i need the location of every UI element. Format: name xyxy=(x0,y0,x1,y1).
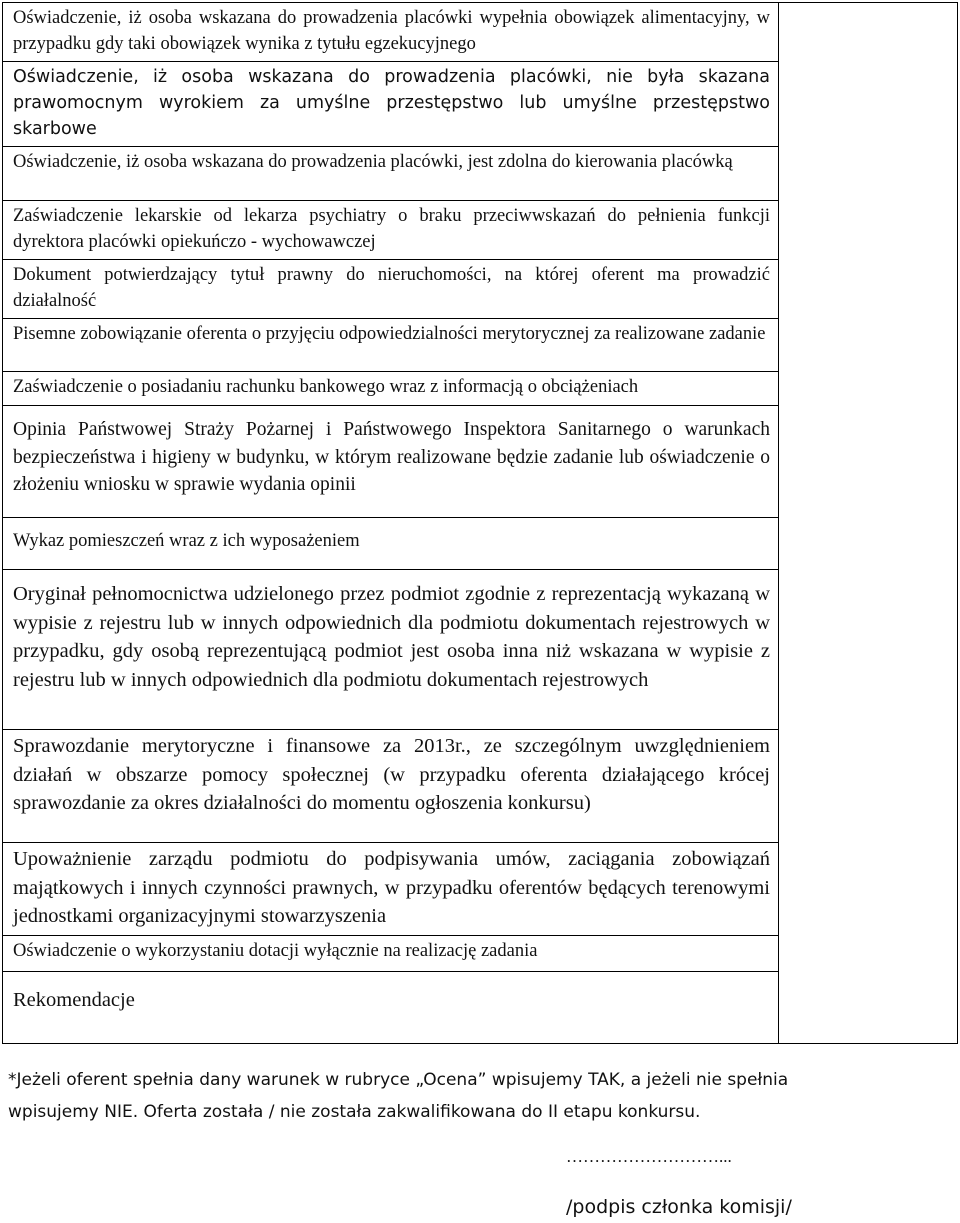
signature-label: /podpis członka komisji/ xyxy=(566,1196,792,1218)
footnote-line: wpisujemy NIE. Oferta została / nie została zakwalifikowana do II etapu konkursu. xyxy=(8,1102,701,1122)
criterion-cell: Zaświadczenie o posiadaniu rachunku bankowego wraz z informacją o obciążeniach xyxy=(3,372,779,406)
signature-dots: ………………………... xyxy=(566,1147,732,1166)
criterion-cell: Oryginał pełnomocnictwa udzielonego przez podmiot zgodnie z reprezentacją wykazaną w wypisie z rejestru lub w innych odpowiednich dla podmiotu dokumentach rejestrowych w przypadku, gdy osobą reprezentującą podmiot jest osoba inna niż wskazana w wypisie z rejestru lub w innych odpowiednich dla podmiotu dokumentach rejestrowych xyxy=(3,570,779,730)
criterion-cell: Wykaz pomieszczeń wraz z ich wyposażeniem xyxy=(3,518,779,570)
footnote-line: *Jeżeli oferent spełnia dany warunek w rubryce „Ocena” wpisujemy TAK, a jeżeli nie spełnia xyxy=(8,1070,789,1090)
criterion-cell: Oświadczenie, iż osoba wskazana do prowadzenia placówki, jest zdolna do kierowania placówką xyxy=(3,147,779,201)
criterion-cell: Oświadczenie, iż osoba wskazana do prowadzenia placówki, nie była skazana prawomocnym wyrokiem za umyślne przestępstwo lub umyślne przestępstwo skarbowe xyxy=(3,62,779,147)
criterion-cell: Rekomendacje xyxy=(3,971,779,1043)
criterion-cell: Oświadczenie o wykorzystaniu dotacji wyłącznie na realizację zadania xyxy=(3,935,779,971)
assessment-cell xyxy=(779,3,958,1044)
criterion-cell: Upoważnienie zarządu podmiotu do podpisywania umów, zaciągania zobowiązań majątkowych i innych czynności prawnych, w przypadku oferentów będących terenowymi jednostkami organizacyjnymi stowarzyszenia xyxy=(3,843,779,936)
criteria-table xyxy=(2,2,958,1044)
footnote xyxy=(8,1064,928,1128)
table-row xyxy=(3,3,958,62)
criterion-cell: Opinia Państwowej Straży Pożarnej i Państwowego Inspektora Sanitarnego o warunkach bezpieczeństwa i higieny w budynku, w którym realizowane będzie zadanie lub oświadczenie o złożeniu wniosku w sprawie wydania opinii xyxy=(3,406,779,518)
criterion-cell: Zaświadczenie lekarskie od lekarza psychiatry o braku przeciwwskazań do pełnienia funkcji dyrektora placówki opiekuńczo - wychowawczej xyxy=(3,201,779,260)
criterion-cell: Pisemne zobowiązanie oferenta o przyjęciu odpowiedzialności merytorycznej za realizowane zadanie xyxy=(3,319,779,372)
criterion-cell: Oświadczenie, iż osoba wskazana do prowadzenia placówki wypełnia obowiązek alimentacyjny, w przypadku gdy taki obowiązek wynika z tytułu egzekucyjnego xyxy=(3,3,779,62)
criterion-cell: Sprawozdanie merytoryczne i finansowe za 2013r., ze szczególnym uwzględnieniem działań w obszarze pomocy społecznej (w przypadku oferenta działającego krócej sprawozdanie za okres działalności do momentu ogłoszenia konkursu) xyxy=(3,730,779,843)
criterion-cell: Dokument potwierdzający tytuł prawny do nieruchomości, na której oferent ma prowadzić działalność xyxy=(3,260,779,319)
